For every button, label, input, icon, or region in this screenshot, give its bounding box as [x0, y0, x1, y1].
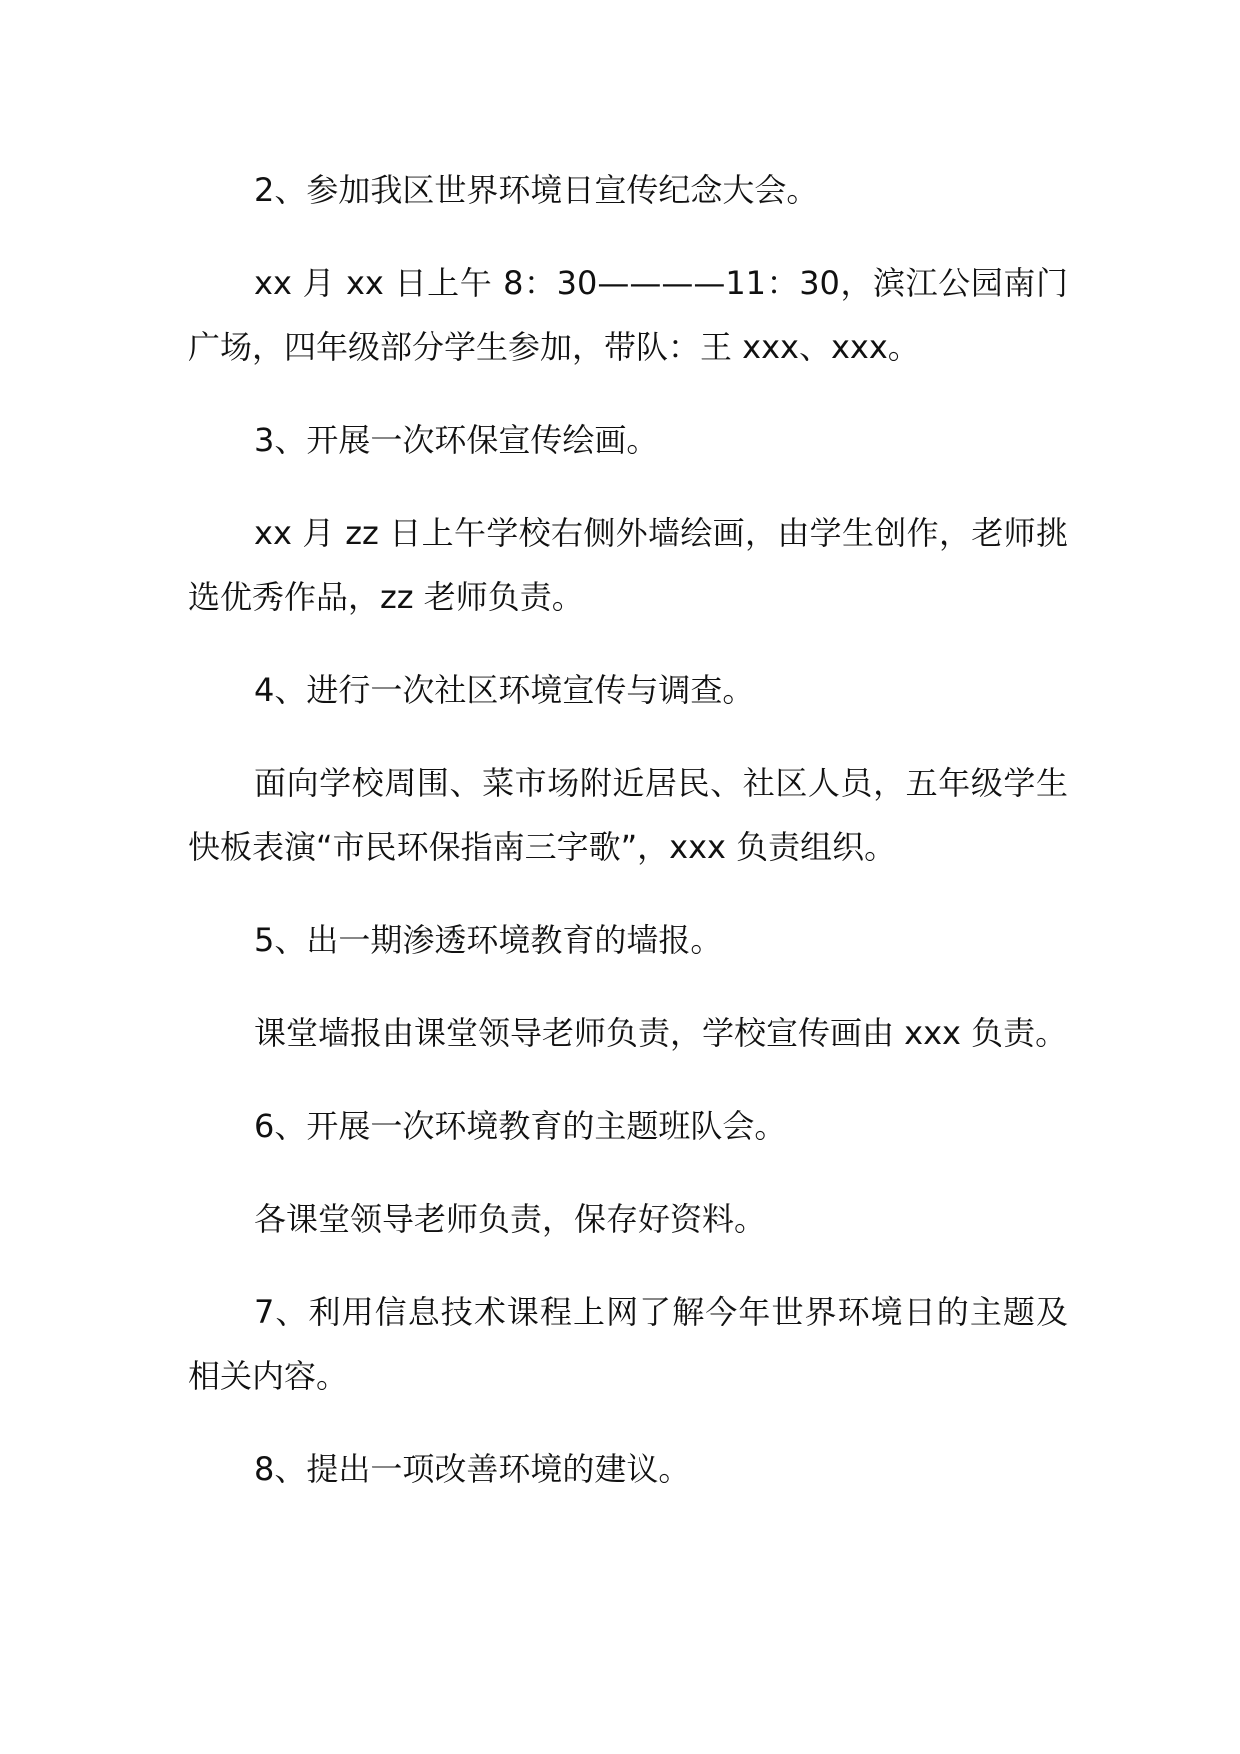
document-body — [188, 158, 1068, 1530]
list-item-heading: 4、进行一次社区环境宣传与调查。 — [254, 671, 755, 709]
list-item-heading: 8、提出一项改善环境的建议。 — [254, 1450, 691, 1488]
list-item-heading: 3、开展一次环保宣传绘画。 — [254, 421, 659, 459]
paragraph: xx 月 zz 日上午学校右侧外墙绘画，由学生创作，老师挑选优秀作品，zz 老师负责。 — [188, 514, 1068, 616]
paragraph: 课堂墙报由课堂领导老师负责，学校宣传画由 xxx 负责。 — [254, 1014, 1068, 1052]
paragraph: 面向学校周围、菜市场附近居民、社区人员，五年级学生快板表演“市民环保指南三字歌”，xxx 负责组织。 — [188, 764, 1068, 866]
list-item-heading: 6、开展一次环境教育的主题班队会。 — [254, 1107, 787, 1145]
paragraph: 各课堂领导老师负责，保存好资料。 — [254, 1200, 767, 1238]
list-item-heading: 7、利用信息技术课程上网了解今年世界环境日的主题及相关内容。 — [188, 1293, 1068, 1395]
list-item-heading: 5、出一期渗透环境教育的墙报。 — [254, 921, 723, 959]
paragraph: xx 月 xx 日上午 8：30————11：30，滨江公园南门广场，四年级部分学生参加，带队：王 xxx、xxx。 — [188, 264, 1068, 366]
list-item-heading: 2、参加我区世界环境日宣传纪念大会。 — [254, 171, 819, 209]
